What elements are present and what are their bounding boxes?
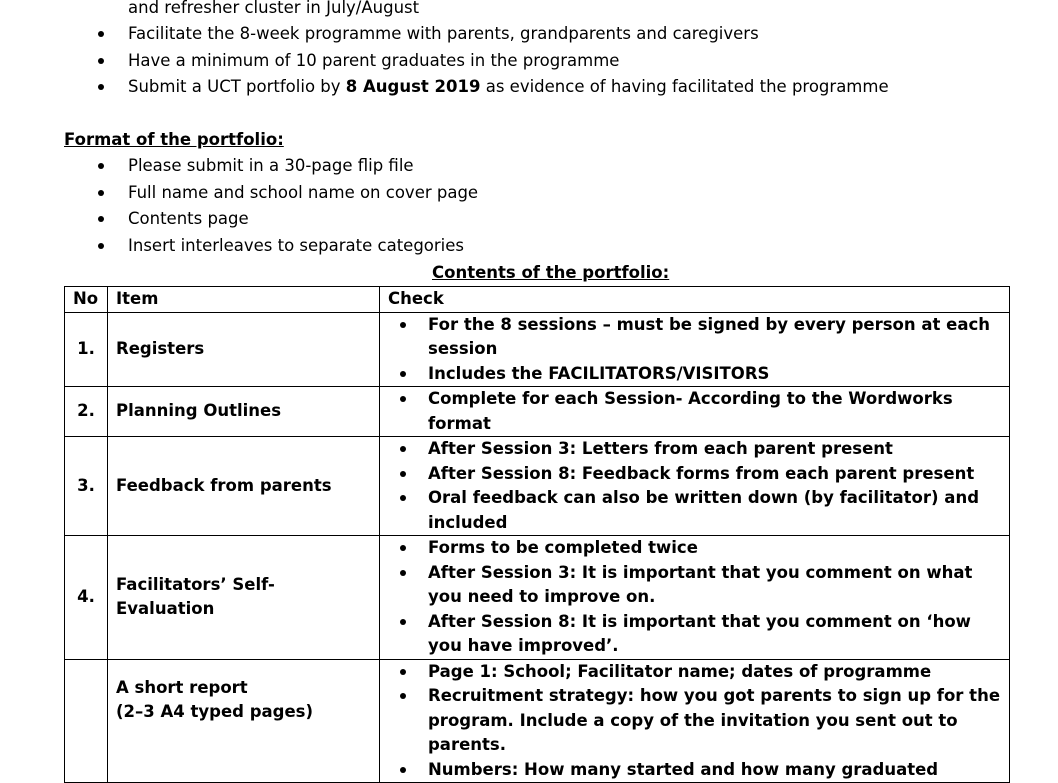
row-checks bbox=[380, 437, 1010, 536]
row-number: 2. bbox=[65, 387, 108, 437]
bullet-dot bbox=[98, 243, 104, 249]
table-header-row bbox=[65, 287, 1010, 313]
table-row bbox=[65, 312, 1010, 387]
table-row bbox=[65, 387, 1010, 437]
row-number bbox=[65, 659, 108, 783]
bullet-dot bbox=[98, 84, 104, 90]
row-number: 4. bbox=[65, 536, 108, 660]
row-item-line: A short report bbox=[116, 677, 248, 697]
row-checks bbox=[380, 659, 1010, 783]
bullet-text: Submit a UCT portfolio by bbox=[128, 77, 346, 96]
check-item: After Session 3: Letters from each parent present bbox=[392, 437, 1001, 462]
check-item: Recruitment strategy: how you got parents to sign up for the program. Include a copy of the invitation you sent out to parents. bbox=[392, 684, 1001, 758]
table-row bbox=[65, 659, 1010, 783]
table-row bbox=[65, 437, 1010, 536]
check-item: For the 8 sessions – must be signed by every person at each session bbox=[392, 313, 1001, 362]
header-check: Check bbox=[380, 287, 1010, 313]
bullet-dot bbox=[98, 163, 104, 169]
row-item: Feedback from parents bbox=[108, 437, 380, 536]
row-checks bbox=[380, 387, 1010, 437]
row-number: 1. bbox=[65, 312, 108, 387]
check-item: Includes the FACILITATORS/VISITORS bbox=[392, 362, 1001, 387]
format-item: Insert interleaves to separate categories bbox=[128, 236, 465, 255]
bullet-dot bbox=[98, 58, 104, 64]
check-item: After Session 3: It is important that you comment on what you need to improve on. bbox=[392, 561, 1001, 610]
top-bullet-item bbox=[128, 76, 889, 98]
contents-heading: Contents of the portfolio: bbox=[432, 263, 670, 282]
top-bullet-item: Facilitate the 8-week programme with parents, grandparents and caregivers bbox=[128, 24, 759, 43]
format-item: Contents page bbox=[128, 209, 249, 228]
header-no: No bbox=[65, 287, 108, 313]
row-item: Planning Outlines bbox=[108, 387, 380, 437]
bullet-dot bbox=[98, 31, 104, 37]
table-row bbox=[65, 536, 1010, 660]
contents-table bbox=[64, 286, 1010, 783]
row-item-line: (2–3 A4 typed pages) bbox=[116, 702, 314, 721]
format-item: Please submit in a 30-page flip file bbox=[128, 156, 414, 175]
check-item: Forms to be completed twice bbox=[392, 536, 1001, 561]
row-item bbox=[108, 659, 380, 783]
check-item: Numbers: How many started and how many graduated bbox=[392, 758, 1001, 783]
check-item: Page 1: School; Facilitator name; dates of programme bbox=[392, 660, 1001, 685]
bullet-dot bbox=[98, 190, 104, 196]
header-item: Item bbox=[108, 287, 380, 313]
format-item: Full name and school name on cover page bbox=[128, 183, 479, 202]
row-number: 3. bbox=[65, 437, 108, 536]
bullet-text: as evidence of having facilitated the programme bbox=[480, 77, 889, 96]
deadline-date: 8 August 2019 bbox=[345, 77, 481, 96]
row-item: Facilitators’ Self-Evaluation bbox=[108, 536, 380, 660]
check-item: Complete for each Session- According to the Wordworks format bbox=[392, 387, 1001, 436]
check-item: After Session 8: Feedback forms from each parent present bbox=[392, 462, 1001, 487]
format-heading: Format of the portfolio: bbox=[64, 130, 284, 149]
check-item: Oral feedback can also be written down (by facilitator) and included bbox=[392, 486, 1001, 535]
row-checks bbox=[380, 312, 1010, 387]
partial-bullet-line: and refresher cluster in July/August bbox=[128, 0, 420, 17]
bullet-dot bbox=[98, 216, 104, 222]
top-bullet-item: Have a minimum of 10 parent graduates in the programme bbox=[128, 51, 620, 70]
row-item: Registers bbox=[108, 312, 380, 387]
row-checks bbox=[380, 536, 1010, 660]
check-item: After Session 8: It is important that you comment on ‘how you have improved’. bbox=[392, 610, 1001, 659]
